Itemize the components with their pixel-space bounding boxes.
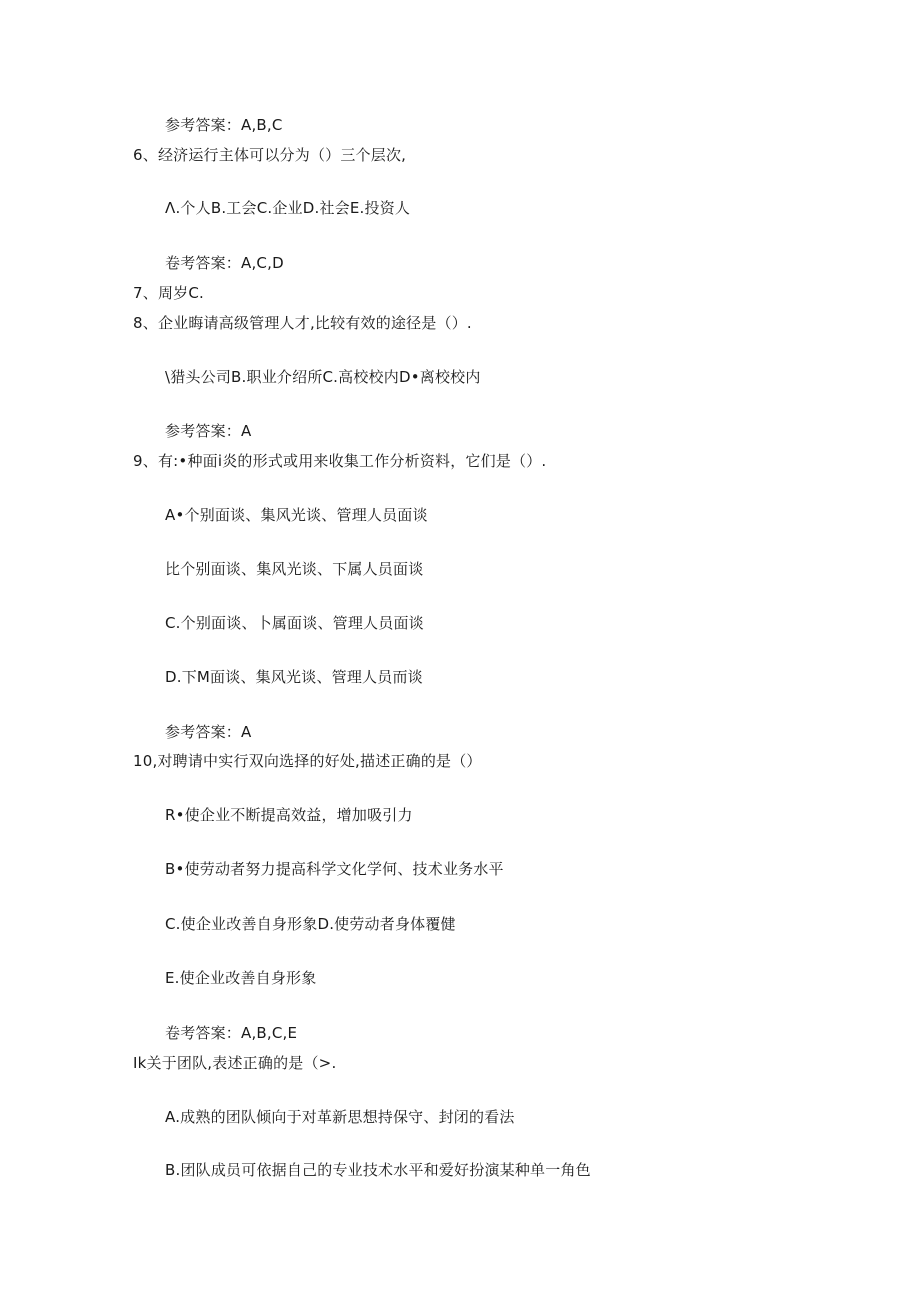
question-9: 9、有:•种面i炎的形式或用来收集工作分析资料，它们是（）.	[133, 452, 547, 470]
question-11-option-a: A.成熟的团队倾向于对革新思想持保守、封闭的看法	[165, 1108, 515, 1126]
question-7: 7、周岁C.	[133, 284, 204, 302]
question-11: Ik关于团队,表述正确的是（>.	[133, 1054, 337, 1072]
question-6-options: Λ.个人B.工会C.企业D.社会E.投资人	[165, 199, 411, 217]
question-8-options: \猎头公司B.职业介绍所C.高校校内D•离校校内	[165, 368, 481, 386]
question-10-option-cd: C.使企业改善自身形象D.使劳动者身体覆健	[165, 915, 456, 933]
question-9-option-b: 比个别面谈、集风光谈、下属人员面谈	[165, 560, 424, 578]
question-10-option-a: R•使企业不断提高效益，增加吸引力	[165, 806, 413, 824]
question-9-option-a: A•个别面谈、集风光谈、管理人员面谈	[165, 506, 428, 524]
question-6: 6、经济运行主体可以分为（）三个层次,	[133, 146, 407, 164]
answer-line: 参考答案：A,B,C	[165, 116, 283, 134]
question-10: 10,对聘请中实行双向选择的好处,描述正确的是（）	[133, 752, 482, 770]
answer-line: 卷考答案：A,C,D	[165, 254, 284, 272]
question-9-option-d: D.下M面谈、集风光谈、管理人员而谈	[165, 668, 423, 686]
question-10-option-e: E.使企业改善自身形象	[165, 969, 317, 987]
question-8: 8、企业晦请高级管理人才,比较有效的途径是（）.	[133, 314, 472, 332]
question-9-option-c: C.个别面谈、卜属面谈、管理人员面谈	[165, 614, 424, 632]
answer-line: 参考答案：A	[165, 422, 252, 440]
answer-line: 卷考答案：A,B,C,E	[165, 1024, 298, 1042]
question-11-option-b: B.团队成员可依据自己的专业技术水平和爱好扮演某种单一角色	[165, 1161, 591, 1179]
answer-line: 参考答案：A	[165, 723, 252, 741]
question-10-option-b: B•使劳动者努力提高科学文化学何、技术业务水平	[165, 860, 504, 878]
